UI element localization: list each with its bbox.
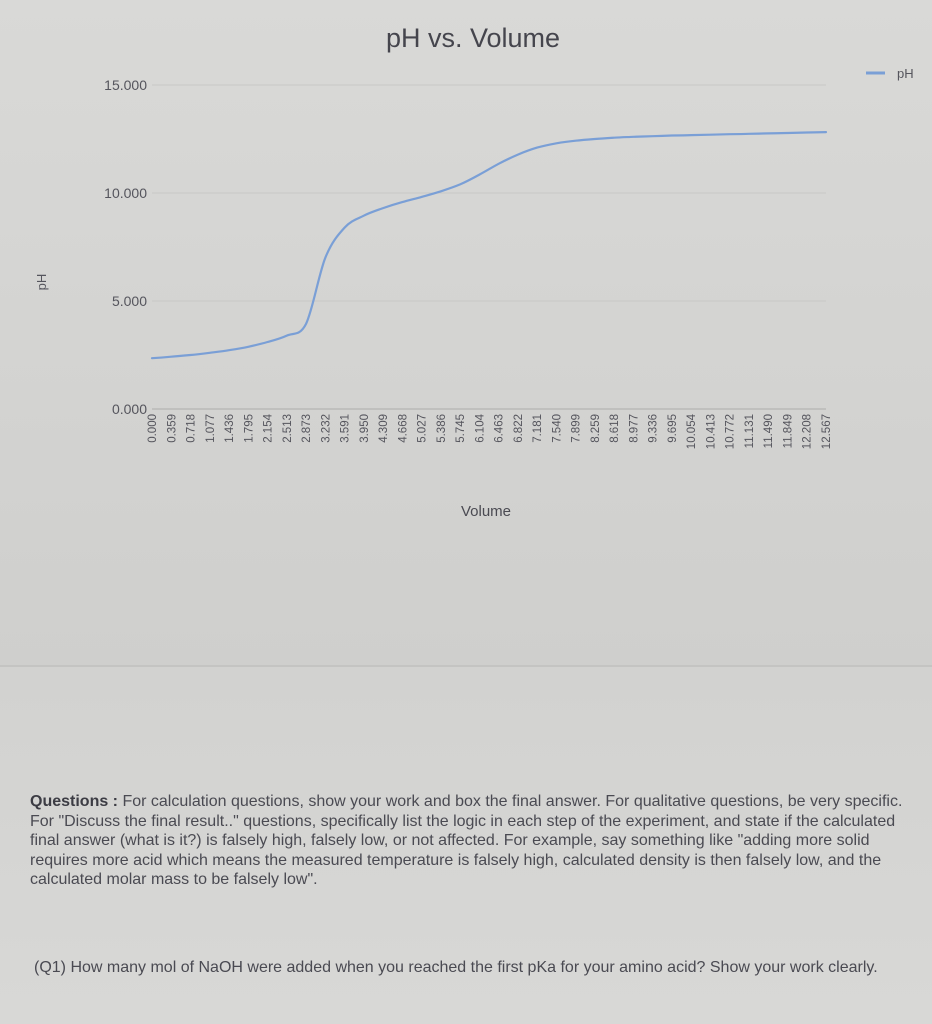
x-tick-label: 8.259 <box>589 414 602 443</box>
x-tick-label: 10.413 <box>705 414 718 450</box>
x-tick-label: 12.567 <box>821 414 833 450</box>
x-tick-label: 5.386 <box>435 414 448 443</box>
x-tick-label: 4.309 <box>378 414 391 443</box>
x-tick-label: 10.054 <box>686 414 699 450</box>
x-tick-labels <box>147 413 833 449</box>
x-tick-label: 8.977 <box>628 414 641 443</box>
x-tick-label: 9.695 <box>666 414 679 443</box>
x-tick-label: 0.000 <box>147 414 159 443</box>
legend <box>866 66 914 81</box>
x-tick-label: 11.131 <box>743 414 756 449</box>
question-1: (Q1) How many mol of NaOH were added when you reached the first pKa for your amino acid? Show your work clearly. <box>34 959 878 976</box>
gridlines <box>152 85 826 301</box>
x-tick-label: 2.513 <box>281 414 294 443</box>
x-tick-label: 8.618 <box>609 414 622 443</box>
x-axis-label: Volume <box>460 503 512 520</box>
y-tick-label: 0.000 <box>111 401 147 417</box>
legend-label-ph: pH <box>897 66 914 81</box>
y-axis-label: pH <box>34 273 49 291</box>
x-tick-label: 6.463 <box>493 414 506 443</box>
questions-heading: Questions : <box>30 793 119 810</box>
x-tick-label: 3.232 <box>320 414 333 443</box>
x-tick-label: 1.795 <box>243 414 256 443</box>
series-line-ph <box>152 132 826 358</box>
x-tick-label: 7.181 <box>532 414 545 443</box>
x-tick-label: 11.490 <box>763 414 776 449</box>
x-tick-label: 0.359 <box>166 414 179 443</box>
x-tick-label: 2.154 <box>262 414 275 443</box>
x-tick-label: 5.745 <box>455 414 468 443</box>
x-tick-label: 5.027 <box>416 414 429 443</box>
x-tick-label: 12.208 <box>801 414 814 450</box>
x-tick-label: 0.718 <box>185 414 198 443</box>
x-tick-label: 1.077 <box>204 414 217 443</box>
x-tick-label: 4.668 <box>397 414 410 443</box>
x-tick-label: 9.336 <box>647 414 660 443</box>
x-tick-label: 11.849 <box>782 414 795 449</box>
x-tick-label: 10.772 <box>724 414 737 450</box>
questions-paragraph <box>30 792 905 890</box>
y-tick-label: 15.000 <box>104 77 147 93</box>
x-tick-label: 2.873 <box>301 414 314 443</box>
y-tick-label: 5.000 <box>111 293 147 309</box>
x-tick-label: 3.591 <box>339 414 352 443</box>
y-tick-labels <box>104 77 147 417</box>
x-tick-label: 6.822 <box>512 414 525 443</box>
questions-instructions: For calculation questions, show your work and box the final answer. For qualitative questions, be very specific. For "Discuss the final result.." questions, specifically list the logic in each step of the experiment, and state if the calculated final answer (what is it?) is falsely high, falsely low, or not affected. For example, say something like "adding more solid requires more acid which means the measured temperature is falsely high, calculated density is then falsely low, and the calculated molar mass to be falsely low". <box>30 793 903 888</box>
x-tick-label: 7.540 <box>551 414 564 443</box>
y-tick-label: 10.000 <box>104 185 147 201</box>
chart-title: pH vs. Volume <box>385 23 561 53</box>
x-tick-label: 3.950 <box>358 414 371 443</box>
x-tick-label: 6.104 <box>474 414 487 443</box>
x-tick-label: 7.899 <box>570 414 583 443</box>
x-tick-label: 1.436 <box>224 414 237 443</box>
